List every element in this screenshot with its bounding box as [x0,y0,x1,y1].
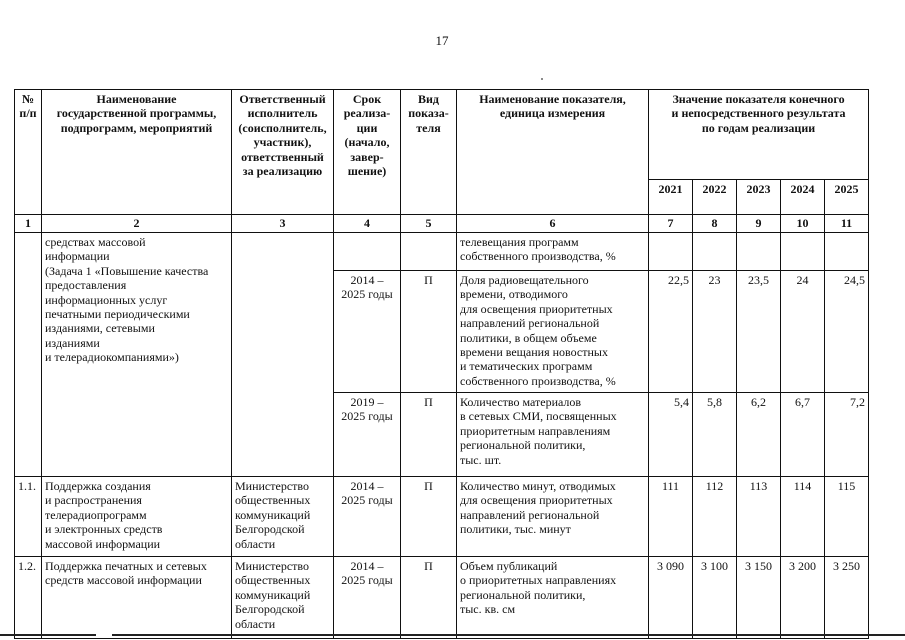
column-number: 8 [693,215,737,233]
column-number: 7 [649,215,693,233]
header-year: 2024 [781,180,825,215]
continuation-period-empty [334,233,401,271]
item-name: Поддержка создания и распространения телерадиопрограмм и электронных средств массовой информации [42,477,232,557]
scan-speck [541,78,543,80]
column-number: 9 [737,215,781,233]
header-indicator-name: Наименование показателя, единица измерения [457,90,649,215]
indicator-name-cell: Доля радиовещательного времени, отводимого для освещения приоритетных направлений региональной политики, в общем объеме времени вещания новостных и тематических программ собственного производства, % [457,271,649,393]
header-year: 2025 [825,180,869,215]
value-cell: 5,8 [693,393,737,477]
continuation-executor [232,233,334,477]
continuation-kind-empty [401,233,457,271]
value-cell [649,233,693,271]
column-number: 1 [15,215,42,233]
column-number: 11 [825,215,869,233]
value-cell: 113 [737,477,781,557]
value-cell: 111 [649,477,693,557]
value-cell: 23 [693,271,737,393]
indicator-kind-cell: П [401,393,457,477]
header-year: 2021 [649,180,693,215]
continuation-num [15,233,42,477]
header-year: 2023 [737,180,781,215]
continuation-top-indicator: телевещания программ собственного производства, % [457,233,649,271]
indicator-kind-cell: П [401,557,457,639]
table-row [15,477,869,557]
value-cell: 114 [781,477,825,557]
header-num: № п/п [15,90,42,215]
column-number: 2 [42,215,232,233]
value-cell [693,233,737,271]
indicator-name-cell: Количество материалов в сетевых СМИ, посвященных приоритетным направлениям региональной политики, тыс. шт. [457,393,649,477]
column-number: 10 [781,215,825,233]
header-program-name: Наименование государственной программы, подпрограмм, мероприятий [42,90,232,215]
value-cell: 7,2 [825,393,869,477]
value-cell: 3 100 [693,557,737,639]
continuation-program-text: средствах массовой информации (Задача 1 «Повышение качества предоставления информационных услуг печатными периодическими изданиями, сетевыми изданиями и телерадиокомпаниями») [42,233,232,477]
header-year: 2022 [693,180,737,215]
header-row [15,90,869,180]
period-cell: 2014 – 2025 годы [334,477,401,557]
indicator-name-cell: Количество минут, отводимых для освещения приоритетных направлений региональной политики, тыс. минут [457,477,649,557]
column-number: 3 [232,215,334,233]
executor-cell: Министерство общественных коммуникаций Белгородской области [232,557,334,639]
scan-bottom-edge-gap [96,633,112,637]
header-period: Срок реализа- ции (начало, завер- шение) [334,90,401,215]
scan-bottom-edge [0,634,905,636]
value-cell: 22,5 [649,271,693,393]
item-name: Поддержка печатных и сетевых средств массовой информации [42,557,232,639]
value-cell: 3 200 [781,557,825,639]
period-cell: 2014 – 2025 годы [334,557,401,639]
value-cell: 24 [781,271,825,393]
value-cell: 24,5 [825,271,869,393]
column-number: 4 [334,215,401,233]
header-indicator-kind: Вид показа- теля [401,90,457,215]
header-values-by-year: Значение показателя конечного и непосредственного результата по годам реализации [649,90,869,180]
page-number: 17 [435,33,449,48]
value-cell: 3 150 [737,557,781,639]
column-number: 6 [457,215,649,233]
value-cell: 112 [693,477,737,557]
column-number: 5 [401,215,457,233]
value-cell: 3 250 [825,557,869,639]
item-number: 1.1. [15,477,42,557]
indicator-kind-cell: П [401,477,457,557]
value-cell: 5,4 [649,393,693,477]
value-cell: 23,5 [737,271,781,393]
column-number-row [15,215,869,233]
header-executor: Ответственный исполнитель (соисполнитель, участник), ответственный за реализацию [232,90,334,215]
indicator-name-cell: Объем публикаций о приоритетных направлениях региональной политики, тыс. кв. см [457,557,649,639]
value-cell: 6,2 [737,393,781,477]
value-cell: 115 [825,477,869,557]
item-number: 1.2. [15,557,42,639]
value-cell [737,233,781,271]
period-cell: 2014 – 2025 годы [334,271,401,393]
program-indicators-table [14,89,869,639]
value-cell: 6,7 [781,393,825,477]
period-cell: 2019 – 2025 годы [334,393,401,477]
table-row [15,557,869,639]
value-cell: 3 090 [649,557,693,639]
table-row [15,233,869,271]
value-cell [825,233,869,271]
value-cell [781,233,825,271]
indicator-kind-cell: П [401,271,457,393]
executor-cell: Министерство общественных коммуникаций Белгородской области [232,477,334,557]
